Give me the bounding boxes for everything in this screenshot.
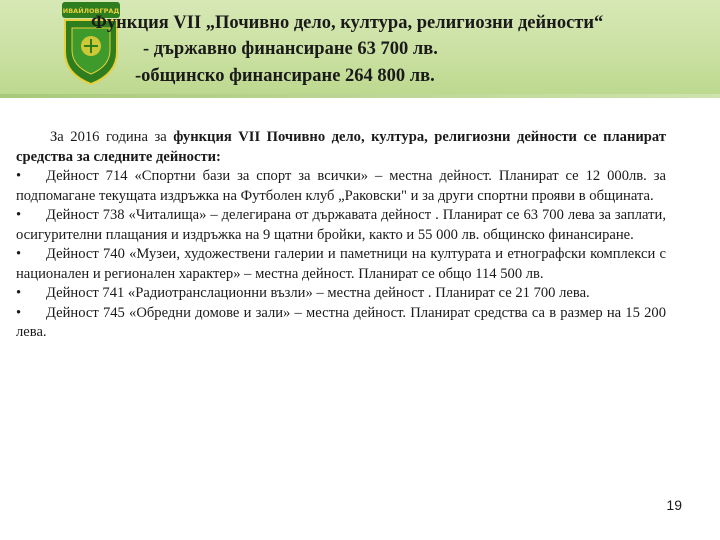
svg-text:ИВАЙЛОВГРАД: ИВАЙЛОВГРАД bbox=[62, 7, 120, 15]
municipal-funding-line: -общинско финансиране 264 800 лв. bbox=[135, 66, 435, 86]
intro-text: За 2016 година за bbox=[50, 129, 174, 145]
bullet-symbol: • bbox=[16, 285, 22, 301]
bullet-item bbox=[16, 167, 666, 206]
bullet-symbol: • bbox=[16, 304, 22, 321]
bullet-text: Дейност 741 «Радиотранслационни възли» – местна дейност . Планират се 21 700 лева. bbox=[46, 285, 590, 301]
slide-title-line-1: Функция VII „Почивно дело, култура, религиозни дейности“ bbox=[91, 13, 604, 33]
state-funding-line: - държавно финансиране 63 700 лв. bbox=[143, 39, 438, 59]
bullet-text: Дейност 740 «Музеи, художествени галерии и паметници на културата и етнографски комплекси с национален и регионален характер» – местна дейност. Планират се общо 114 500 лв. bbox=[16, 246, 666, 282]
header-divider bbox=[0, 94, 720, 98]
bullet-item bbox=[16, 284, 666, 304]
bullet-symbol: • bbox=[16, 207, 22, 223]
intro-paragraph bbox=[16, 128, 666, 167]
bullet-item bbox=[16, 304, 666, 343]
bullet-text: Дейност 714 «Спортни бази за спорт за всички» – местна дейност. Планират се 12 000лв. за подпомагане текущата издръжка на Футболен клуб „Раковски" и за други спортни прояви в общината. bbox=[16, 168, 666, 204]
body-text bbox=[16, 128, 666, 343]
bullet-symbol: • bbox=[16, 246, 22, 262]
bullet-item bbox=[16, 206, 666, 245]
bullet-item bbox=[16, 245, 666, 284]
page-number: 19 bbox=[666, 497, 682, 513]
bullet-text: Дейност 745 «Обредни домове и зали» – местна дейност. Планират средства са в размер на 15 200 лева. bbox=[16, 304, 666, 340]
bullet-text: Дейност 738 «Читалища» – делегирана от държавата дейност . Планират се 63 700 лева за заплати, осигурителни плащания и издръжка на 9 щатни бройки, както и 55 000 лв. общинско финансиране. bbox=[16, 207, 666, 243]
intro-bold-text: функция VII Почивно дело, култура, религиозни дейности се планират средства за следните дейности: bbox=[16, 129, 666, 165]
bullet-symbol: • bbox=[16, 168, 22, 184]
